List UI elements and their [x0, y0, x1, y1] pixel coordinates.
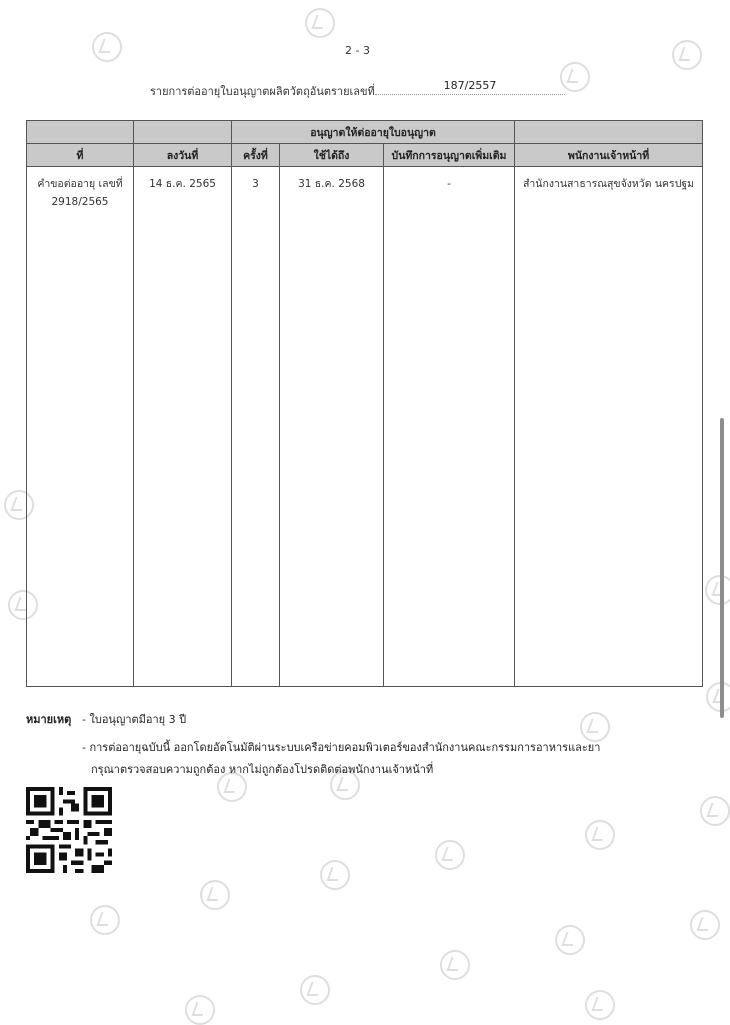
note-label: หมายเหตุ — [26, 713, 72, 726]
note-line-1: - ใบอนุญาตมีอายุ 3 ปี — [82, 713, 187, 726]
renewal-table — [26, 120, 703, 687]
header-renewal-group: อนุญาตให้ต่ออายุใบอนุญาต — [232, 121, 515, 144]
fda-logo-icon — [585, 990, 615, 1020]
fda-logo-icon — [185, 995, 215, 1025]
header-valid-until: ใช้ได้ถึง — [280, 144, 384, 167]
note-line-3: กรุณาตรวจสอบความถูกต้อง หากไม่ถูกต้องโปรดติดต่อพนักงานเจ้าหน้าที่ — [91, 763, 434, 776]
fda-logo-icon — [305, 8, 335, 38]
fda-logo-icon — [690, 910, 720, 940]
cell-date: 14 ธ.ค. 2565 — [134, 167, 232, 687]
header-additional-note: บันทึกการอนุญาตเพิ่มเติม — [384, 144, 515, 167]
qr-code-icon — [26, 787, 112, 873]
license-number: 187/2557 — [375, 79, 565, 95]
header-blank-cell — [134, 121, 232, 144]
fda-logo-icon — [700, 796, 730, 826]
table-header-row — [27, 144, 703, 167]
fda-logo-icon — [320, 860, 350, 890]
fda-logo-icon — [300, 975, 330, 1005]
fda-logo-icon — [706, 682, 730, 712]
cell-reference-line2: 2918/2565 — [51, 196, 109, 208]
page-number: 2 - 3 — [345, 44, 370, 57]
fda-logo-icon — [92, 32, 122, 62]
header-round: ครั้งที่ — [232, 144, 280, 167]
cell-additional-note: - — [384, 167, 515, 687]
header-blank-cell — [515, 121, 703, 144]
header-blank-cell — [27, 121, 134, 144]
header-officer: พนักงานเจ้าหน้าที่ — [515, 144, 703, 167]
cell-round: 3 — [232, 167, 280, 687]
fda-logo-icon — [90, 905, 120, 935]
cell-reference-line1: คำขอต่ออายุ เลขที่ — [37, 178, 123, 190]
vertical-scrollbar[interactable] — [720, 418, 724, 718]
fda-logo-icon — [435, 840, 465, 870]
note-line-2: - การต่ออายุฉบับนี้ ออกโดยอัตโนมัติผ่านระบบเครือข่ายคอมพิวเตอร์ของสำนักงานคณะกรรมการอาหารและยา — [82, 741, 601, 754]
fda-logo-icon — [585, 820, 615, 850]
fda-logo-icon — [705, 575, 730, 605]
fda-logo-icon — [555, 925, 585, 955]
table-group-header-row — [27, 121, 703, 144]
heading-label: รายการต่ออายุใบอนุญาตผลิตวัตถุอันตรายเลขที่ — [150, 85, 375, 98]
header-number: ที่ — [27, 144, 134, 167]
cell-reference — [27, 167, 134, 687]
fda-logo-icon — [200, 880, 230, 910]
fda-logo-icon — [672, 40, 702, 70]
cell-officer: สำนักงานสาธารณสุขจังหวัด นครปฐม — [515, 167, 703, 687]
header-date: ลงวันที่ — [134, 144, 232, 167]
fda-logo-icon — [440, 950, 470, 980]
table-row — [27, 167, 703, 687]
cell-valid-until: 31 ธ.ค. 2568 — [280, 167, 384, 687]
